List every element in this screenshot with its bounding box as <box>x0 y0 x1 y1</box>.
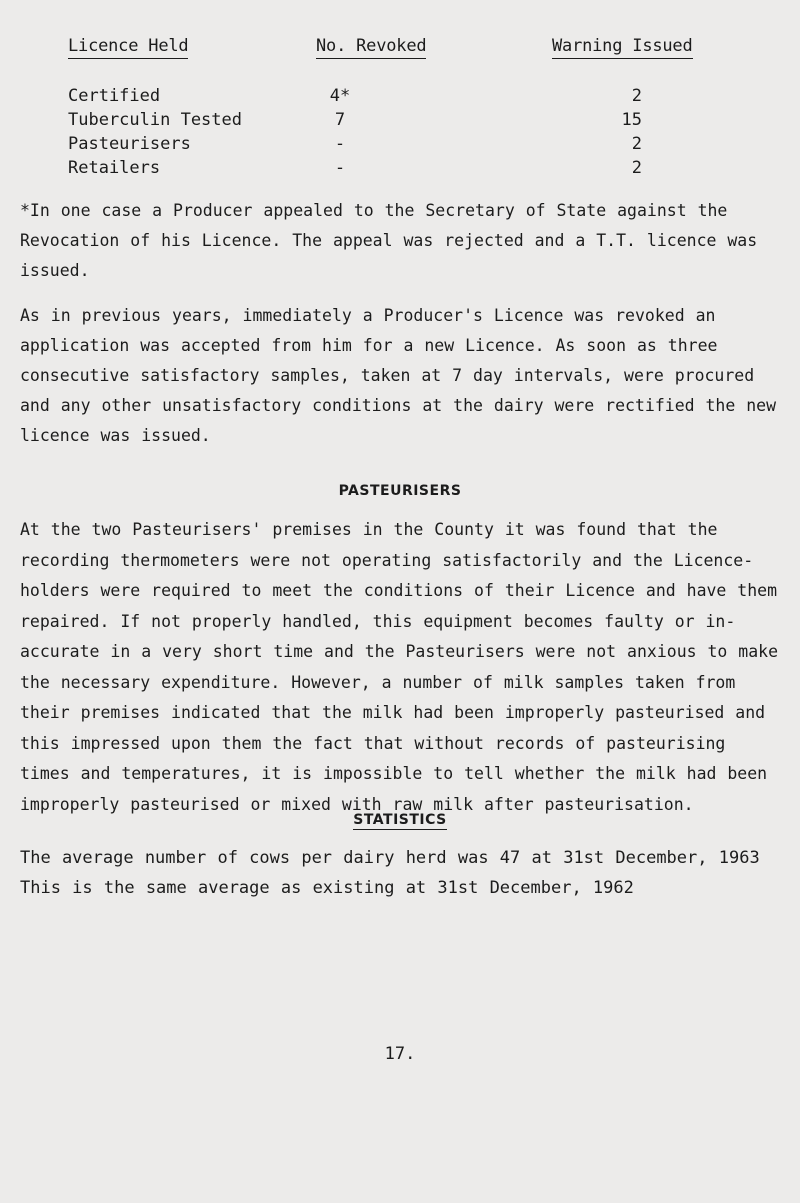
column-header-warning-issued: Warning Issued <box>552 36 693 56</box>
section-heading-pasteurisers: PASTEURISERS <box>338 483 462 499</box>
page-number: 17. <box>384 1044 416 1064</box>
licence-cell: Pasteurisers <box>68 134 191 154</box>
warning-cell: 2 <box>631 134 642 154</box>
revoked-cell: - <box>334 134 346 154</box>
licence-cell: Retailers <box>68 158 161 178</box>
licence-cell: Tuberculin Tested <box>68 110 242 130</box>
table-row <box>0 158 800 180</box>
revoked-cell: 7 <box>334 110 346 130</box>
paragraph-pasteurisers: At the two Pasteurisers' premises in the County it was found that the recording thermometers were not operating satisfactorily and the Licence- holders were required to meet the conditions of their Licence and have them repaired. If not properly handled, this equipment becomes faulty or in- accurate in a very short time and the Pasteurisers were not anxious to make the necessary expenditure. However, a number of milk samples taken from their premises indicated that the milk had been improperly pasteurised and this impressed upon them the fact that without records of pasteurising times and temperatures, it is impossible to tell whether the milk had been improperly pasteurised or mixed with raw milk after pasteurisation. <box>20 520 779 814</box>
table-row <box>0 134 800 156</box>
licence-cell: Certified <box>68 86 161 106</box>
section-heading-statistics: STATISTICS <box>353 812 447 828</box>
footnote: *In one case a Producer appealed to the Secretary of State against the Revocation of his Licence. The appeal was rejected and a T.T. licence was issued. <box>20 201 758 280</box>
column-header-licence-held: Licence Held <box>68 36 188 56</box>
warning-cell: 15 <box>621 110 642 130</box>
revoked-cell: - <box>334 158 346 178</box>
paragraph-previous-years: As in previous years, immediately a Producer's Licence was revoked an application was accepted from him for a new Licence. As soon as three consecutive satisfactory samples, taken at 7 day intervals, were procured and any other unsatisfactory conditions at the dairy were rectified the new licence was issued. <box>20 306 777 445</box>
warning-cell: 2 <box>631 86 642 106</box>
paragraph-statistics: The average number of cows per dairy herd was 47 at 31st December, 1963 This is the same average as existing at 31st December, 1962 <box>20 848 760 898</box>
table-row <box>0 86 800 108</box>
revoked-cell: 4* <box>329 86 351 106</box>
table-row <box>0 110 800 132</box>
warning-cell: 2 <box>631 158 642 178</box>
column-header-no-revoked: No. Revoked <box>316 36 426 56</box>
